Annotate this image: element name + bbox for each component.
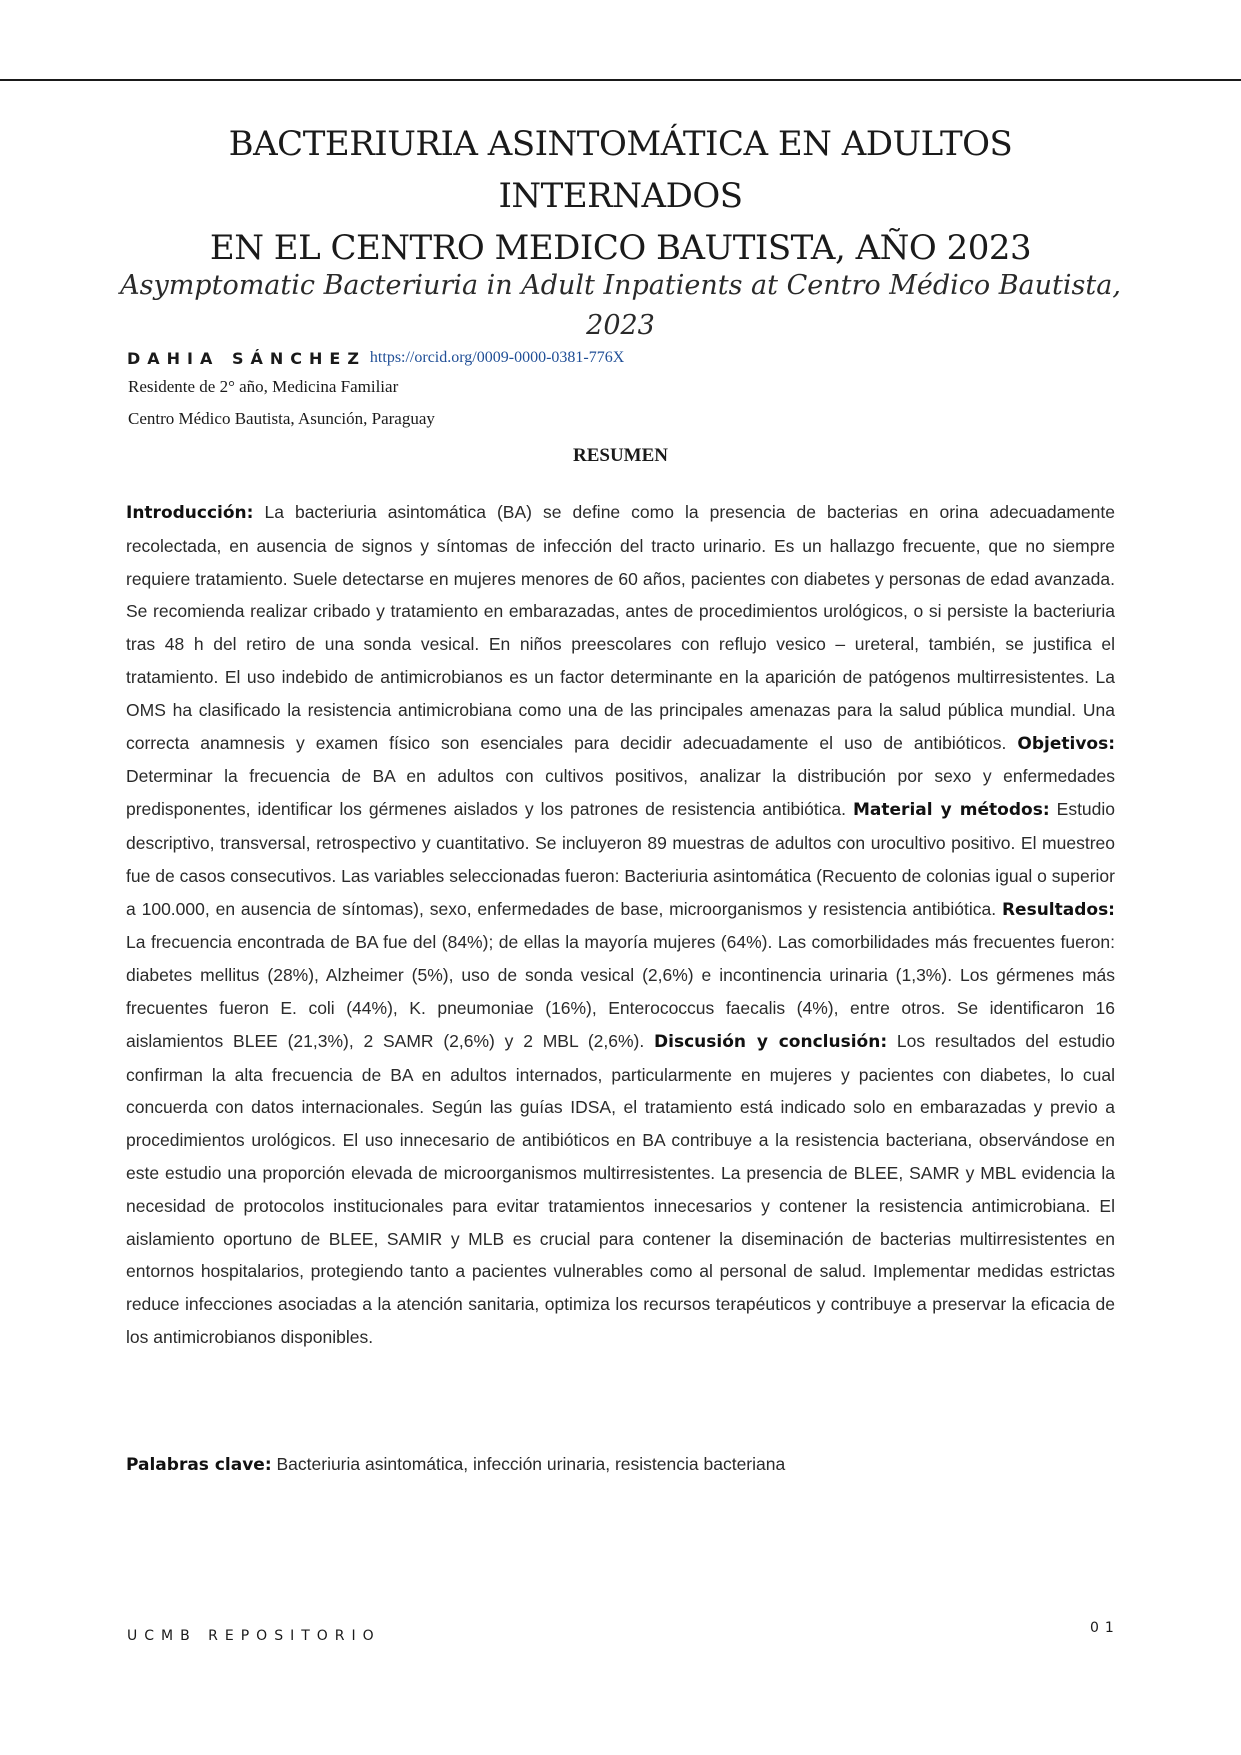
paper-title — [120, 118, 1121, 274]
footer-repository: UCMB REPOSITORIO — [127, 1628, 381, 1644]
resultados-text: La frecuencia encontrada de BA fue del (84%); de ellas la mayoría mujeres (64%). Las comorbilidades más frecuentes fueron: diabetes mellitus (28%), Alzheimer (5%), uso de sonda vesical (2,6%) e incontinencia urinaria (1,3%). Los gérmenes más frecuentes fueron E. coli (44%), K. pneumoniae (16%), Enterococcus faecalis (4%), entre otros. Se identificaron 16 aislamientos BLEE (21,3%), 2 SAMR (2,6%) y 2 MBL (2,6%). — [126, 932, 1115, 1051]
intro-label: Introducción: — [126, 503, 254, 523]
objetivos-text: Determinar la frecuencia de BA en adultos con cultivos positivos, analizar la distribución por sexo y enfermedades predisponentes, identificar los gérmenes aislados y los patrones de resistencia antibiótica. — [126, 766, 1115, 820]
author-name: DAHIA SÁNCHEZ — [127, 348, 366, 368]
orcid-link[interactable]: https://orcid.org/0009-0000-0381-776X — [369, 349, 625, 366]
keywords-label: Palabras clave: — [126, 1455, 272, 1475]
keywords-text: Bacteriuria asintomática, infección urinaria, resistencia bacteriana — [271, 1454, 786, 1474]
paper-title-line-2: EN EL CENTRO MEDICO BAUTISTA, AÑO 2023 — [209, 228, 1032, 268]
author-affiliation-institution: Centro Médico Bautista, Asunción, Paraguay — [128, 409, 435, 428]
discusion-text: Los resultados del estudio confirman la alta frecuencia de BA en adultos internados, particularmente en mujeres y pacientes con diabetes, lo cual concuerda con datos internacionales. Según las guías IDSA, el tratamiento está indicado solo en embarazadas y previo a procedimientos urológicos. El uso innecesario de antibióticos en BA contribuye a la resistencia bacteriana, observándose en este estudio una proporción elevada de microorganismos multirresistentes. La presencia de BLEE, SAMR y MBL evidencia la necesidad de protocolos institucionales para evitar tratamientos innecesarios y contener la resistencia antimicrobiana. El aislamiento oportuno de BLEE, SAMIR y MLB es crucial para contener la diseminación de bacterias multirresistentes en entornos hospitalarios, protegiendo tanto a pacientes vulnerables como al personal de salud. Implementar medidas estrictas reduce infecciones asociadas a la atención sanitaria, optimiza los recursos terapéuticos y contribuye a preservar la eficacia de los antimicrobianos disponibles. — [126, 1030, 1115, 1347]
abstract-body — [126, 496, 1115, 1354]
top-rule — [0, 79, 1241, 81]
metodos-label: Material y métodos: — [853, 800, 1050, 821]
discusion-label: Discusión y conclusión: — [654, 1031, 888, 1052]
paper-title-line-1: BACTERIURIA ASINTOMÁTICA EN ADULTOS INTERNADOS — [228, 124, 1013, 216]
keywords — [126, 1448, 1115, 1481]
author-affiliation-role: Residente de 2° año, Medicina Familiar — [128, 377, 399, 396]
resultados-label: Resultados: — [1001, 899, 1115, 920]
page-number: 01 — [1090, 1620, 1120, 1636]
author-line — [127, 346, 624, 370]
objetivos-label: Objetivos: — [1017, 733, 1115, 754]
intro-text: La bacteriuria asintomática (BA) se define como la presencia de bacterias en orina adecuadamente recolectada, en ausencia de signos y síntomas de infección del tracto urinario. Es un hallazgo frecuente, que no siempre requiere tratamiento. Suele detectarse en mujeres menores de 60 años, pacientes con diabetes y personas de edad avanzada. Se recomienda realizar cribado y tratamiento en embarazadas, antes de procedimientos urológicos, o si persiste la bacteriuria tras 48 h del retiro de una sonda vesical. En niños preescolares con reflujo vesico – ureteral, también, se justifica el tratamiento. El uso indebido de antimicrobianos es un factor determinante en la aparición de patógenos multirresistentes. La OMS ha clasificado la resistencia antimicrobiana como una de las principales amenazas para la salud pública mundial. Una correcta anamnesis y examen físico son esenciales para decidir adecuadamente el uso de antibióticos. — [126, 502, 1115, 753]
abstract-heading: RESUMEN — [572, 445, 668, 466]
english-subtitle: Asymptomatic Bacteriuria in Adult Inpatients at Centro Médico Bautista, 2023 — [120, 270, 1121, 341]
metodos-text: Estudio descriptivo, transversal, retrospectivo y cuantitativo. Se incluyeron 89 muestras de adultos con urocultivo positivo. El muestreo fue de casos consecutivos. Las variables seleccionadas fueron: Bacteriuria asintomática (Recuento de colonias igual o superior a 100.000, en ausencia de síntomas), sexo, enfermedades de base, microorganismos y resistencia antibiótica. — [126, 799, 1116, 919]
